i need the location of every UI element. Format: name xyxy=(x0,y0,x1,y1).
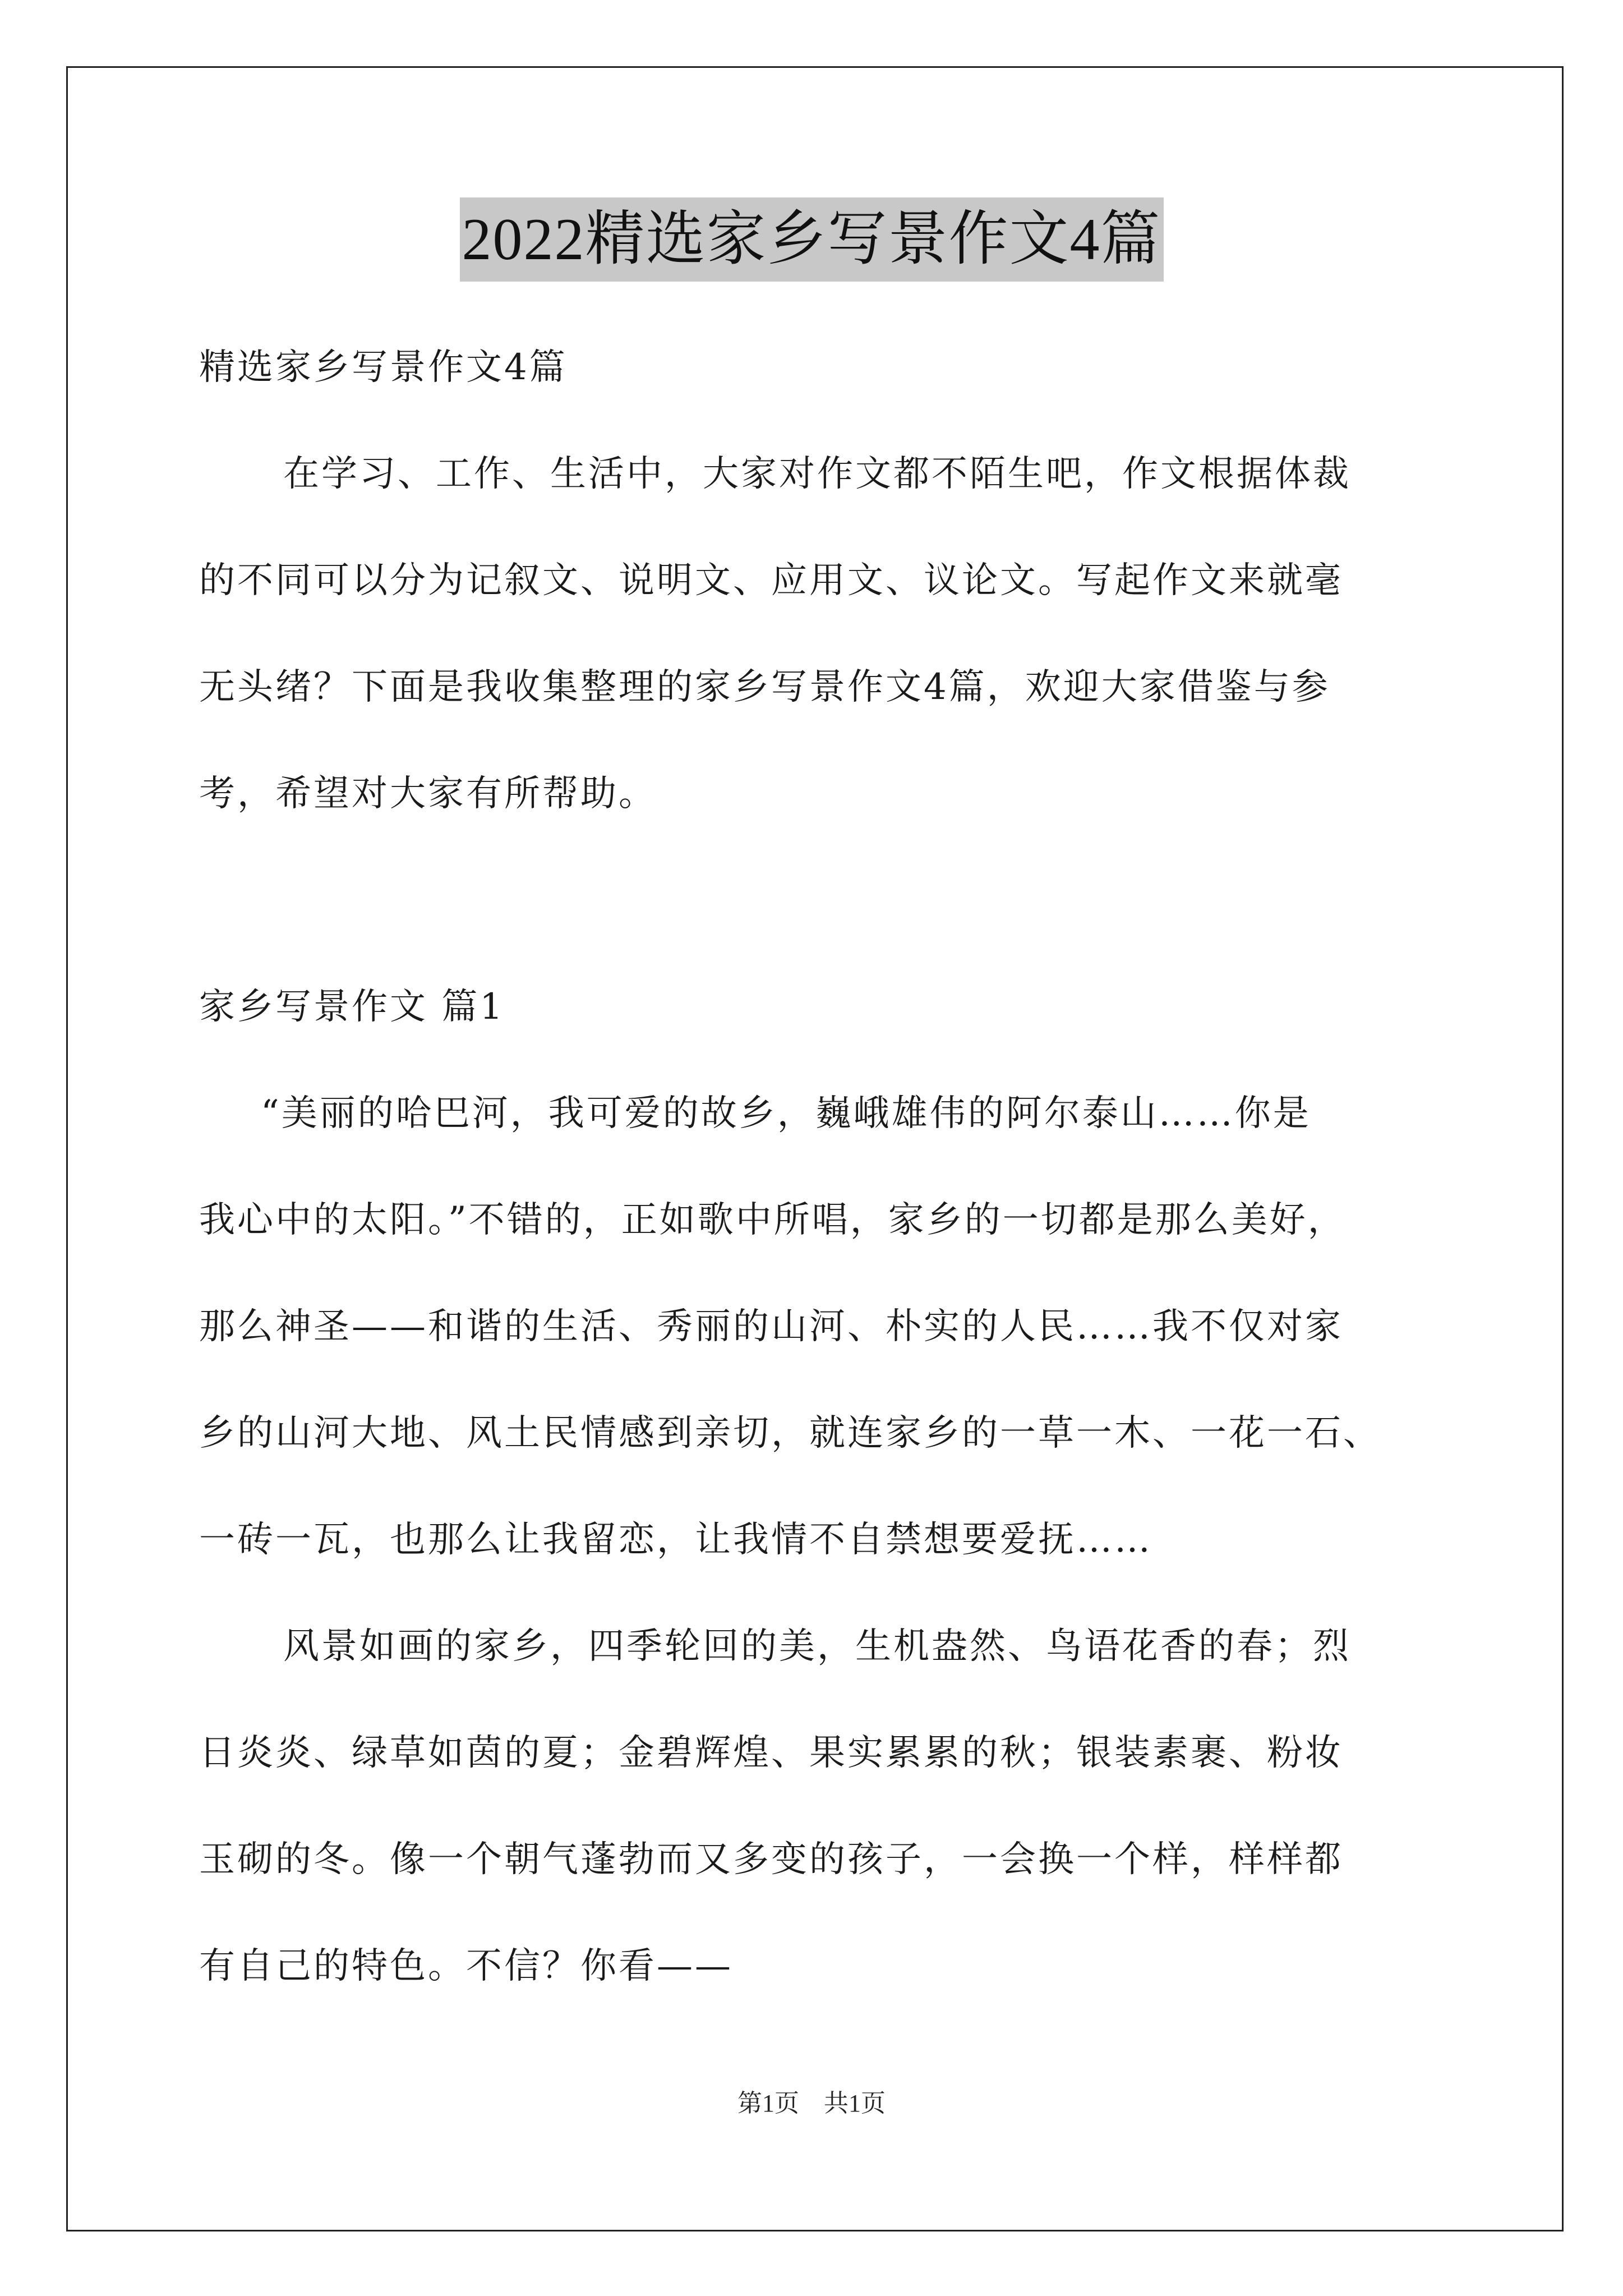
document-subtitle: 精选家乡写景作文4篇 xyxy=(199,347,568,388)
document-body xyxy=(199,314,1438,2019)
paragraph-line: 玉砌的冬。像一个朝气蓬勃而又多变的孩子，一会换一个样，样样都 xyxy=(199,1839,1343,1880)
paragraph-line: 一砖一瓦，也那么让我留恋，让我情不自禁想要爱抚…… xyxy=(199,1519,1152,1561)
paragraph-gap xyxy=(199,847,1438,954)
page-number: 第1页 共1页 xyxy=(737,2090,886,2117)
intro-line: 无头绪？下面是我收集整理的家乡写景作文4篇，欢迎大家借鉴与参 xyxy=(199,666,1330,708)
intro-line: 在学习、工作、生活中，大家对作文都不陌生吧，作文根据体裁 xyxy=(283,453,1351,495)
intro-line: 的不同可以分为记叙文、说明文、应用文、议论文。写起作文来就毫 xyxy=(199,560,1343,601)
paragraph-line: “美丽的哈巴河，我可爱的故乡，巍峨雄伟的阿尔泰山……你是 xyxy=(261,1093,1311,1134)
paragraph-line: 乡的山河大地、风土民情感到亲切，就连家乡的一草一木、一花一石、 xyxy=(199,1412,1381,1454)
intro-line: 考，希望对大家有所帮助。 xyxy=(199,773,657,815)
paragraph-line: 日炎炎、绿草如茵的夏；金碧辉煌、果实累累的秋；银装素裹、粉妆 xyxy=(199,1732,1343,1774)
document-title: 2022精选家乡写景作文4篇 xyxy=(460,197,1164,282)
paragraph-line: 风景如画的家乡，四季轮回的美，生机盎然、鸟语花香的春；烈 xyxy=(283,1626,1351,1667)
title-container xyxy=(0,197,1623,282)
paragraph-line: 我心中的太阳。”不错的，正如歌中所唱，家乡的一切都是那么美好， xyxy=(199,1199,1346,1241)
paragraph-line: 那么神圣——和谐的生活、秀丽的山河、朴实的人民……我不仅对家 xyxy=(199,1306,1343,1347)
section-heading: 家乡写景作文 篇1 xyxy=(199,986,505,1028)
paragraph-line: 有自己的特色。不信？你看—— xyxy=(199,1945,733,1987)
